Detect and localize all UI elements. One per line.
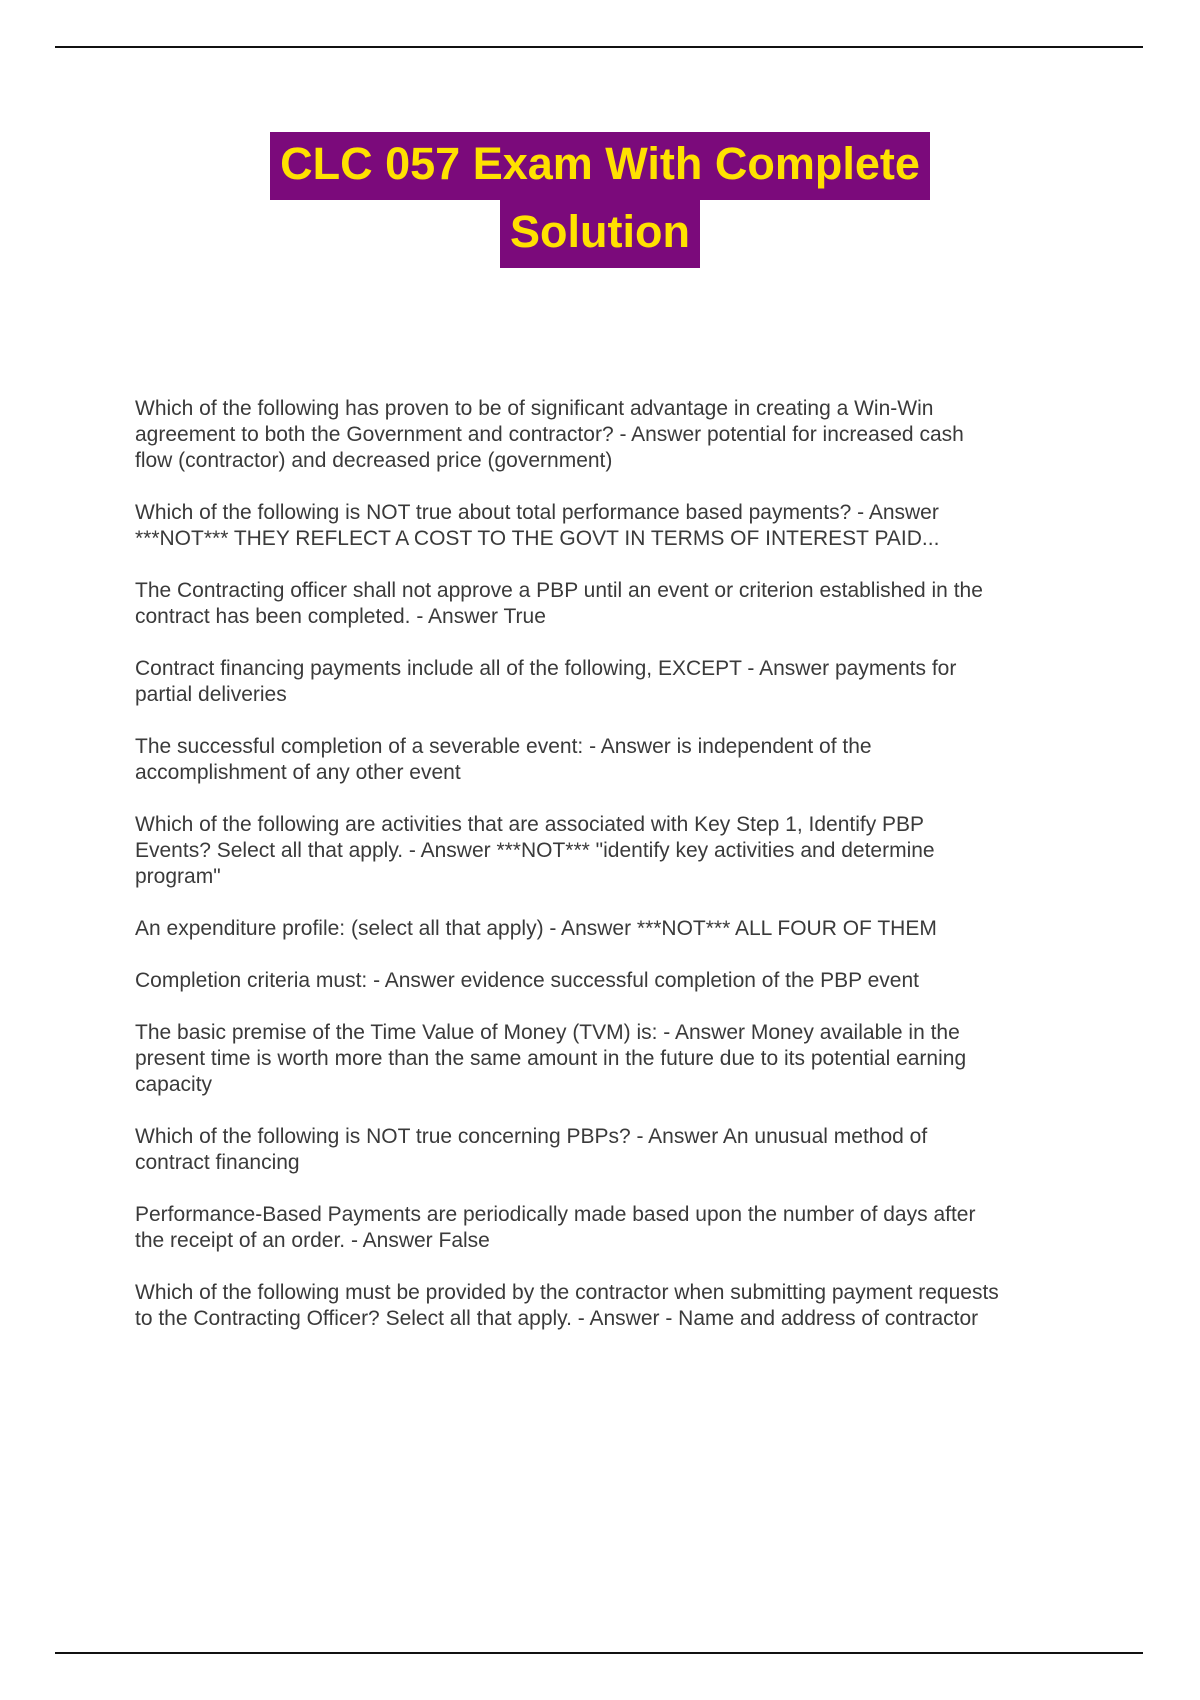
qa-paragraph: Which of the following must be provided by the contractor when submitting payment requests to the Contracting Officer? Select all that apply. - Answer - Name and address of contractor	[135, 1281, 999, 1330]
qa-paragraph: The basic premise of the Time Value of Money (TVM) is: - Answer Money available in the present time is worth more than the same amount in the future due to its potential earning capacity	[135, 1021, 967, 1096]
qa-paragraph: Which of the following has proven to be of significant advantage in creating a Win-Win agreement to both the Government and contractor? - Answer potential for increased cash flow (contractor) and decreased price (government)	[135, 397, 964, 472]
qa-paragraph: Completion criteria must: - Answer evidence successful completion of the PBP event	[135, 969, 919, 992]
page-title	[0, 132, 1200, 268]
qa-paragraph: Which of the following is NOT true concerning PBPs? - Answer An unusual method of contract financing	[135, 1125, 928, 1174]
document-body	[135, 396, 1005, 1332]
qa-paragraph: The successful completion of a severable event: - Answer is independent of the accomplishment of any other event	[135, 735, 872, 784]
qa-paragraph: Contract financing payments include all of the following, EXCEPT - Answer payments for partial deliveries	[135, 657, 957, 706]
qa-paragraph: Performance-Based Payments are periodically made based upon the number of days after the receipt of an order. - Answer False	[135, 1203, 976, 1252]
qa-paragraph: Which of the following are activities that are associated with Key Step 1, Identify PBP Events? Select all that apply. - Answer ***NOT*** "identify key activities and determine program"	[135, 813, 935, 888]
qa-paragraph: An expenditure profile: (select all that apply) - Answer ***NOT*** ALL FOUR OF THEM	[135, 917, 937, 940]
qa-paragraph: Which of the following is NOT true about total performance based payments? - Answer ***NOT*** THEY REFLECT A COST TO THE GOVT IN TERMS OF INTEREST PAID...	[135, 501, 940, 550]
qa-paragraph: The Contracting officer shall not approve a PBP until an event or criterion established in the contract has been completed. - Answer True	[135, 579, 983, 628]
top-rule	[55, 46, 1143, 48]
bottom-rule	[55, 1652, 1143, 1654]
title-line-1: CLC 057 Exam With Complete	[270, 132, 930, 200]
title-line-2: Solution	[500, 200, 700, 268]
